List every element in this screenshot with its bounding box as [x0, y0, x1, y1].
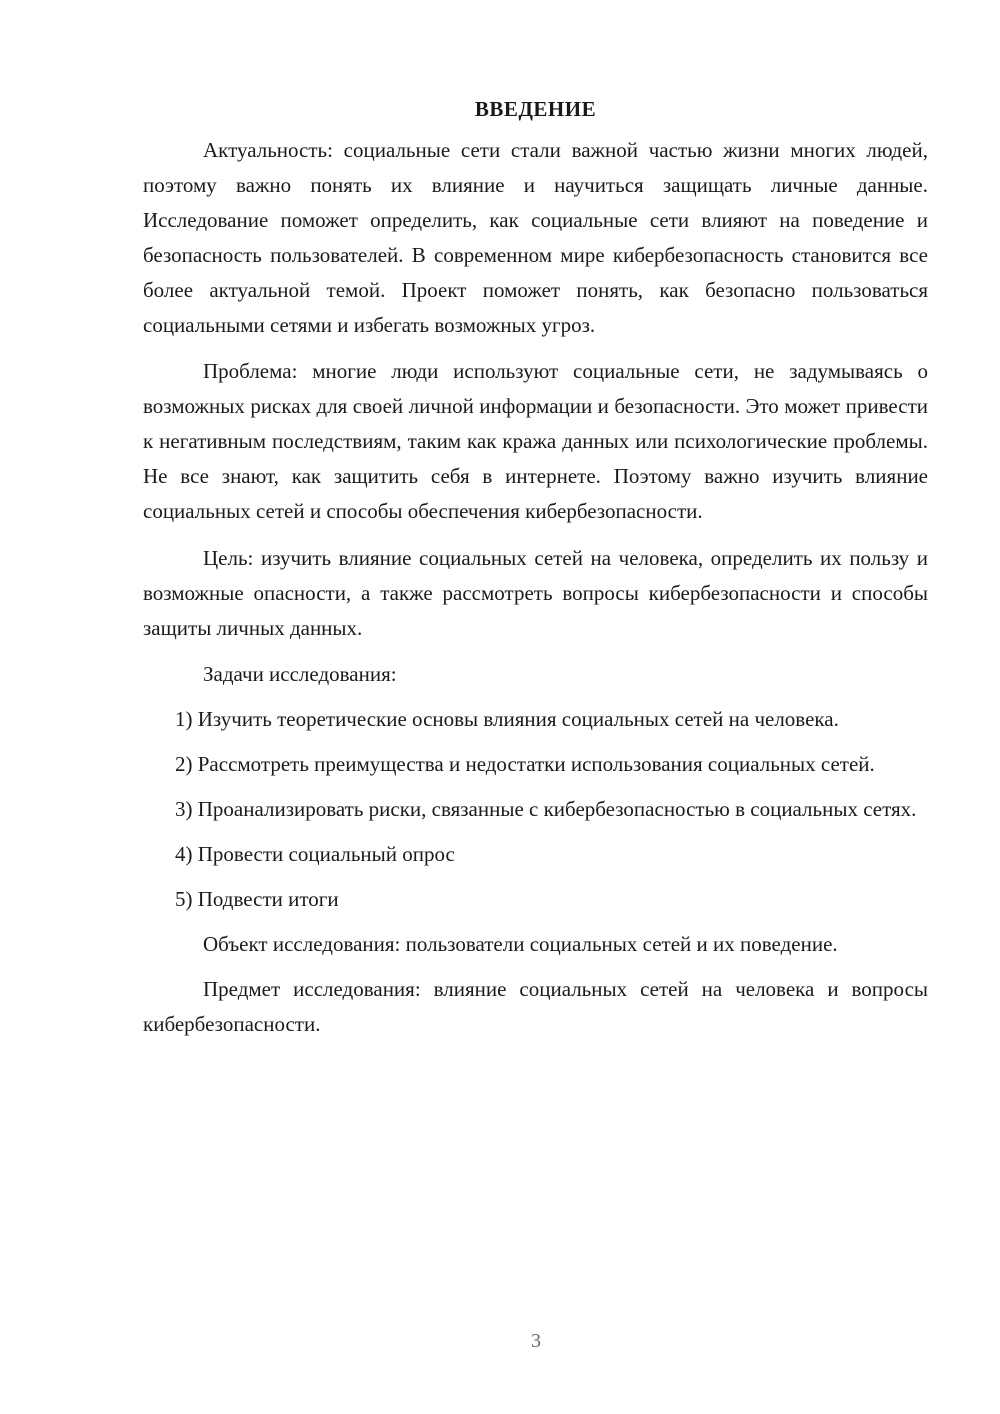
paragraph-problem: Проблема: многие люди используют социальные сети, не задумываясь о возможных рисках для своей личной информации и безопасности. Это может привести к негативным последствиям, таким как кража данных или психологические проблемы. Не все знают, как защитить себя в интернете. Поэтому важно изучить влияние социальных сетей и способы обеспечения кибербезопасности. — [143, 359, 928, 523]
document-page — [143, 92, 928, 1042]
tasks-list — [143, 702, 928, 917]
task-item: 1) Изучить теоретические основы влияния социальных сетей на человека. — [175, 707, 839, 731]
task-item: 5) Подвести итоги — [175, 887, 339, 911]
paragraph-relevance: Актуальность: социальные сети стали важной частью жизни многих людей, поэтому важно понять их влияние и научиться защищать личные данные. Исследование поможет определить, как социальные сети влияют на поведение и безопасность пользователей. В современном мире кибербезопасность становится все более актуальной темой. Проект поможет понять, как безопасно пользоваться социальными сетями и избегать возможных угроз. — [143, 138, 928, 337]
task-item: 2) Рассмотреть преимущества и недостатки использования социальных сетей. — [175, 752, 875, 776]
document-title: ВВЕДЕНИЕ — [474, 97, 597, 121]
paragraph-subject: Предмет исследования: влияние социальных сетей на человека и вопросы кибербезопасности. — [143, 977, 928, 1036]
tasks-heading: Задачи исследования: — [203, 662, 397, 686]
paragraph-object: Объект исследования: пользователи социальных сетей и их поведение. — [203, 932, 838, 956]
paragraph-goal: Цель: изучить влияние социальных сетей на человека, определить их пользу и возможные опасности, а также рассмотреть вопросы кибербезопасности и способы защиты личных данных. — [143, 546, 928, 640]
task-item: 3) Проанализировать риски, связанные с кибербезопасностью в социальных сетях. — [175, 797, 917, 821]
page-number: 3 — [531, 1330, 541, 1352]
task-item: 4) Провести социальный опрос — [175, 842, 455, 866]
